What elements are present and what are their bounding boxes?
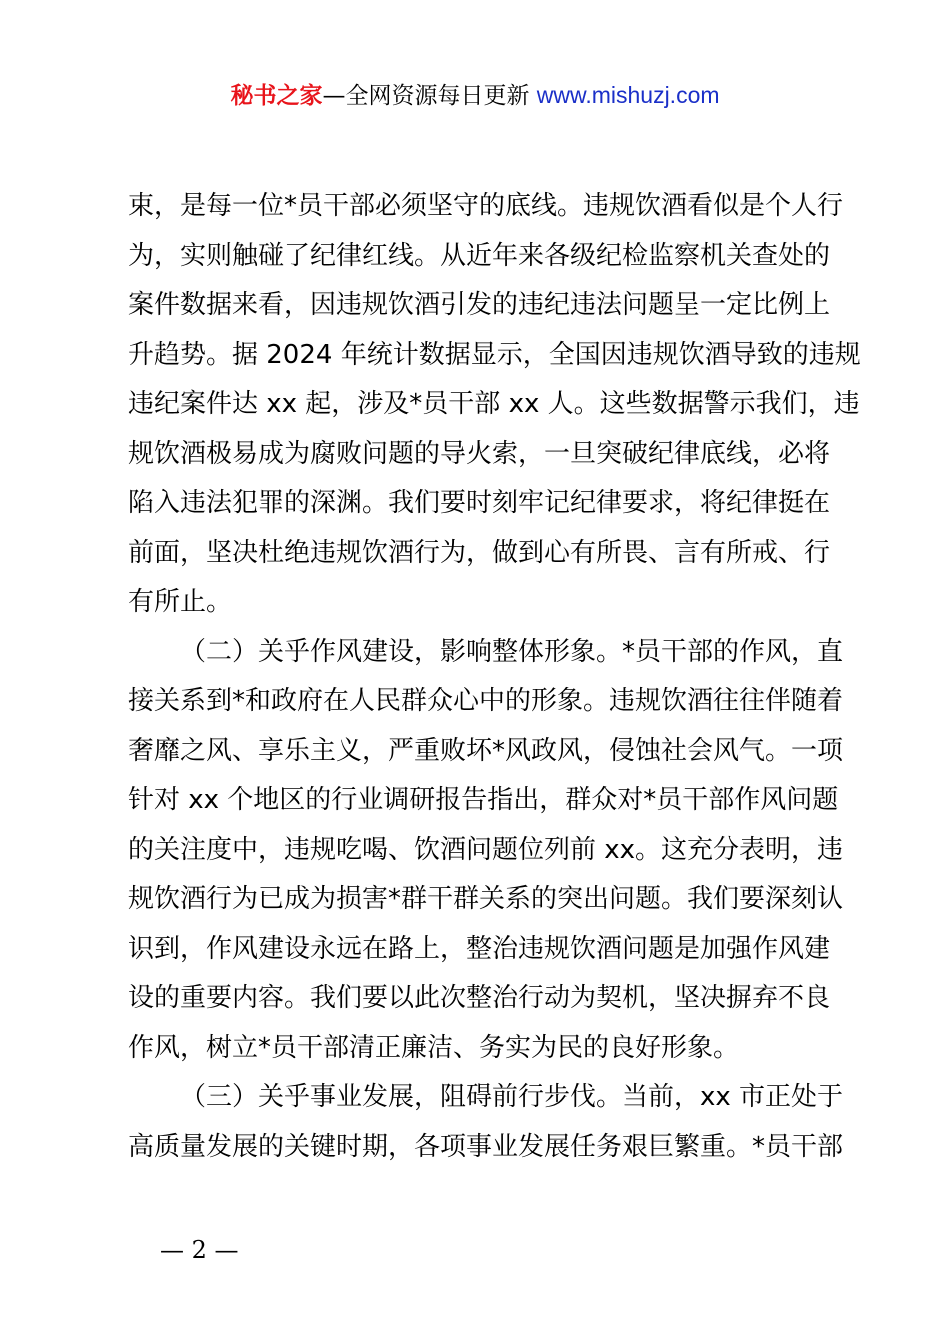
- text-line: 针对 xx 个地区的行业调研报告指出，群众对*员干部作风问题: [128, 785, 839, 815]
- text-line: 识到，作风建设永远在路上，整治违规饮酒问题是加强作风建: [128, 933, 831, 964]
- text-line: 接关系到*和政府在人民群众心中的形象。违规饮酒往往伴随着: [128, 686, 844, 716]
- page-header: [0, 78, 950, 113]
- paragraph-start-line: （三）关乎事业发展，阻碍前行步伐。当前，xx 市正处于: [180, 1082, 844, 1112]
- site-url-link[interactable]: www.mishuzj.com: [536, 82, 720, 108]
- text-line: 违纪案件达 xx 起，涉及*员干部 xx 人。这些数据警示我们，违: [128, 389, 860, 419]
- text-line: 规饮酒行为已成为损害*群干群关系的突出问题。我们要深刻认: [128, 884, 844, 914]
- text-line: 设的重要内容。我们要以此次整治行动为契机，坚决摒弃不良: [128, 983, 831, 1013]
- text-line: 规饮酒极易成为腐败问题的导火索，一旦突破纪律底线，必将: [128, 438, 831, 469]
- text-line: 案件数据来看，因违规饮酒引发的违纪违法问题呈一定比例上: [128, 290, 831, 320]
- text-line: 高质量发展的关键时期，各项事业发展任务艰巨繁重。*员干部: [128, 1131, 844, 1162]
- text-line: 有所止。: [128, 587, 233, 617]
- page-number: — 2 —: [160, 1236, 239, 1264]
- text-line: 的关注度中，违规吃喝、饮酒问题位列前 xx。这充分表明，违: [128, 834, 844, 865]
- paragraph-start-line: （二）关乎作风建设，影响整体形象。*员干部的作风，直: [180, 636, 844, 667]
- text-line: 为，实则触碰了纪律红线。从近年来各级纪检监察机关查处的: [128, 240, 831, 271]
- text-line: 升趋势。据 2024 年统计数据显示，全国因违规饮酒导致的违规: [128, 339, 861, 370]
- header-slogan: —全网资源每日更新: [322, 83, 530, 109]
- text-line: 束，是每一位*员干部必须坚守的底线。违规饮酒看似是个人行: [128, 191, 844, 221]
- text-line: 陷入违法犯罪的深渊。我们要时刻牢记纪律要求，将纪律挺在: [128, 488, 831, 518]
- text-line: 作风，树立*员干部清正廉洁、务实为民的良好形象。: [128, 1032, 740, 1063]
- text-line: 奢靡之风、享乐主义，严重败坏*风政风，侵蚀社会风气。一项: [128, 735, 844, 766]
- text-line: 前面，坚决杜绝违规饮酒行为，做到心有所畏、言有所戒、行: [128, 537, 831, 568]
- brand-name: 秘书之家: [230, 83, 323, 109]
- document-body: [128, 182, 861, 1172]
